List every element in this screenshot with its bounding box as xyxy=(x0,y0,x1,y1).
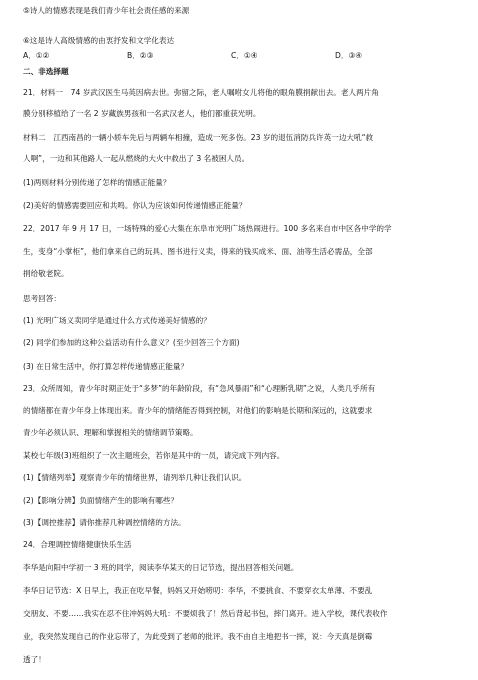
q22-sub1: (1) 光明广场义卖同学是通过什么方式传递美好情感的？ xyxy=(23,316,211,325)
choice-c: C．①④ xyxy=(231,51,258,60)
q23-line4: 某校七年级(3)班组织了一次主题班会，若你是其中的一员，请完成下列内容。 xyxy=(23,451,285,460)
q24-diary-line4: 透了！ xyxy=(23,655,46,664)
q21-sub1: (1)两则材料分别传递了怎样的情感正能量？ xyxy=(23,178,171,187)
q22-line2: 生，变身“小掌柜”，他们拿来自己的玩具、图书进行义卖，得来的钱买成米、面、油等生活必需品，全部 xyxy=(23,247,373,256)
q21-material1-line2: 膜分别移植给了一名 2 岁藏族男孩和一名武汉老人，他们都重获光明。 xyxy=(23,109,261,118)
q22-line1: 22．2017 年 9 月 17 日，一场特殊的爱心大集在东阜市光明广场热闹进行。100 多名来自市中区各中学的学 xyxy=(23,224,392,233)
q23-line2: 的情绪都在青少年身上体现出来。青少年的情绪能否得到控制，对他们的影响是长期和深远的，这就要求 xyxy=(23,406,373,415)
option-item-6: ⑥这是诗人高级情感的由衷抒发和文学化表达 xyxy=(23,36,175,45)
section-heading: 二、非选择题 xyxy=(23,67,69,76)
choice-d: D．③④ xyxy=(335,51,363,60)
q23-sub3: (3)【调控推荐】请你推荐几种调控情绪的方法。 xyxy=(23,518,186,527)
answer-choices xyxy=(23,51,470,61)
q22-sub3: (3) 在日常生活中，你打算怎样传递情感正能量？ xyxy=(23,362,189,371)
q22-line3: 捐给敬老院。 xyxy=(23,269,69,278)
q24-diary-line2: 交朋友、不要……我实在忍不住冲妈妈大吼：不要烦我了！然后背起书包，摔门离开。进入学校，课代表收作 xyxy=(23,609,388,618)
q21-material2-line2: 人啊”，一边和其他路人一起从燃烧的大火中救出了 3 名被困人员。 xyxy=(23,154,250,163)
choice-b: B．②③ xyxy=(127,51,154,60)
q24-line1: 李华是向阳中学初一 3 班的同学，阅读李华某天的日记节选，提出回答相关问题。 xyxy=(23,563,299,572)
q21-material1-line1: 21．材料一 74 岁武汉医生马英因病去世。弥留之际，老人嘱咐女儿将他的眼角膜捐献出去。老人两片角 xyxy=(23,88,379,97)
q22-sub2: (2) 同学们参加的这种公益活动有什么意义？(至少回答三个方面) xyxy=(23,338,240,347)
option-item-5: ⑤诗人的情感表现是我们青少年社会责任感的来源 xyxy=(23,6,190,15)
q24-diary-line3: 业，我突然发现自己的作业忘带了，为此受到了老师的批评。我不由自主地把书一摔，说：今天真是倒霉 xyxy=(23,632,373,641)
q23-sub2: (2)【影响分辨】负面情绪产生的影响有哪些？ xyxy=(23,496,179,505)
choice-a: A．①② xyxy=(23,51,50,60)
q24-diary-line1: 李华日记节选：X 日早上，我正在吃早餐，妈妈又开始唠叨：李华，不要挑食、不要穿衣太单薄、不要乱 xyxy=(23,586,373,595)
q23-line1: 23．众所周知，青少年时期正处于“多梦”的年龄阶段，有“急风暴雨”和“心理断乳期”之说，人类几乎所有 xyxy=(23,384,376,393)
q21-sub2: (2)美好的情感需要回应和共鸣。你认为应该如何传递情感正能量？ xyxy=(23,201,247,210)
q24-title: 24．合理调控情绪健康快乐生活 xyxy=(23,540,132,549)
q23-sub1: (1)【情绪列举】观察青少年的情绪世界，请列举几种让我们认识。 xyxy=(23,473,247,482)
q22-prompt: 思考回答： xyxy=(23,294,61,303)
q23-line3: 青少年必须认识、理解和掌握相关的情绪调节策略。 xyxy=(23,428,198,437)
q21-material2-line1: 材料二 江西南昌的一辆小轿车先后与两辆车相撞，造成一死多伤。23 岁的退伍消防兵许英一边大吼“救 xyxy=(23,133,374,142)
